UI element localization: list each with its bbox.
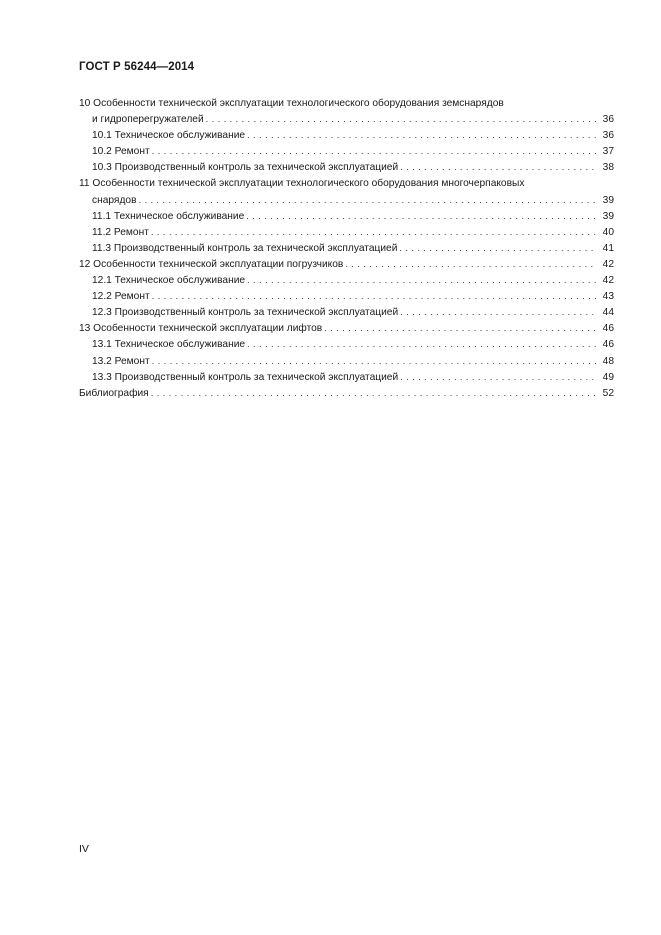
toc-leader-dots: [345, 257, 597, 273]
toc-entry-title: 13.2 Ремонт: [92, 355, 150, 367]
toc-subsection[interactable]: [79, 354, 614, 370]
toc-section[interactable]: [79, 257, 614, 273]
toc-section[interactable]: [79, 176, 614, 192]
toc-leader-dots: [247, 337, 597, 353]
toc-page-number: 39: [602, 210, 614, 222]
toc-page-number: 42: [602, 258, 614, 270]
toc-entry-title: 10.3 Производственный контроль за технической эксплуатацией: [92, 162, 399, 174]
toc-page-number: 38: [602, 162, 614, 174]
toc-leader-dots: [247, 128, 597, 144]
toc-section-continuation[interactable]: [79, 112, 614, 128]
toc-entry-title: 12.3 Производственный контроль за технической эксплуатацией: [92, 307, 399, 319]
table-of-contents: [79, 96, 614, 402]
toc-leader-dots: [151, 386, 597, 402]
toc-section[interactable]: [79, 96, 614, 112]
toc-subsection[interactable]: [79, 144, 614, 160]
toc-leader-dots: [152, 144, 597, 160]
toc-entry-title: 10.1 Техническое обслуживание: [92, 130, 246, 142]
toc-page-number: 40: [602, 226, 614, 238]
toc-subsection[interactable]: [79, 128, 614, 144]
toc-subsection[interactable]: [79, 289, 614, 305]
toc-leader-dots: [324, 321, 597, 337]
toc-entry-title: 13 Особенности технической эксплуатации лифтов: [79, 323, 323, 335]
toc-page-number: 44: [602, 307, 614, 319]
toc-page-number: 36: [602, 130, 614, 142]
toc-entry-title: 10.2 Ремонт: [92, 146, 150, 158]
toc-section[interactable]: [79, 386, 614, 402]
toc-leader-dots: [247, 273, 597, 289]
toc-page-number: 46: [602, 339, 614, 351]
toc-subsection[interactable]: [79, 209, 614, 225]
toc-leader-dots: [138, 193, 597, 209]
toc-subsection[interactable]: [79, 273, 614, 289]
toc-entry-title: 12 Особенности технической эксплуатации погрузчиков: [79, 258, 344, 270]
toc-leader-dots: [399, 241, 597, 257]
toc-page-number: 36: [602, 114, 614, 126]
toc-entry-title: и гидроперегружателей: [92, 114, 204, 126]
toc-page-number: 46: [602, 323, 614, 335]
toc-entry-title: 11 Особенности технической эксплуатации технологического оборудования многочерпаковых: [79, 178, 525, 190]
toc-page-number: 52: [602, 387, 614, 399]
toc-entry-title: 11.2 Ремонт: [92, 226, 149, 238]
toc-leader-dots: [400, 160, 597, 176]
toc-page-number: 48: [602, 355, 614, 367]
toc-leader-dots: [152, 354, 597, 370]
toc-entry-title: 12.1 Техническое обслуживание: [92, 275, 246, 287]
toc-leader-dots: [400, 370, 597, 386]
toc-entry-title: снарядов: [92, 194, 137, 206]
toc-page-number: 42: [602, 275, 614, 287]
toc-leader-dots: [400, 305, 597, 321]
toc-entry-title: 10 Особенности технической эксплуатации технологического оборудования земснарядов: [79, 98, 504, 109]
page-number: IV: [79, 843, 89, 855]
toc-section[interactable]: [79, 321, 614, 337]
toc-entry-title: 13.1 Техническое обслуживание: [92, 339, 246, 351]
toc-entry-title: 13.3 Производственный контроль за технической эксплуатацией: [92, 371, 399, 383]
toc-entry-title: 11.1 Техническое обслуживание: [92, 210, 245, 222]
toc-entry-title: 11.3 Производственный контроль за технической эксплуатацией: [92, 242, 398, 254]
toc-entry-title: 12.2 Ремонт: [92, 291, 150, 303]
toc-subsection[interactable]: [79, 337, 614, 353]
toc-subsection[interactable]: [79, 305, 614, 321]
toc-page-number: 37: [602, 146, 614, 158]
toc-subsection[interactable]: [79, 160, 614, 176]
toc-page-number: 39: [602, 194, 614, 206]
toc-entry-title: Библиография: [79, 387, 149, 399]
toc-section-continuation[interactable]: [79, 193, 614, 209]
toc-leader-dots: [246, 209, 597, 225]
toc-subsection[interactable]: [79, 225, 614, 241]
toc-subsection[interactable]: [79, 241, 614, 257]
document-header: ГОСТ Р 56244—2014: [79, 61, 195, 73]
toc-page-number: 49: [602, 371, 614, 383]
toc-leader-dots: [152, 289, 597, 305]
toc-subsection[interactable]: [79, 370, 614, 386]
toc-leader-dots: [206, 112, 597, 128]
toc-leader-dots: [151, 225, 597, 241]
toc-page-number: 41: [602, 242, 614, 254]
toc-page-number: 43: [602, 291, 614, 303]
